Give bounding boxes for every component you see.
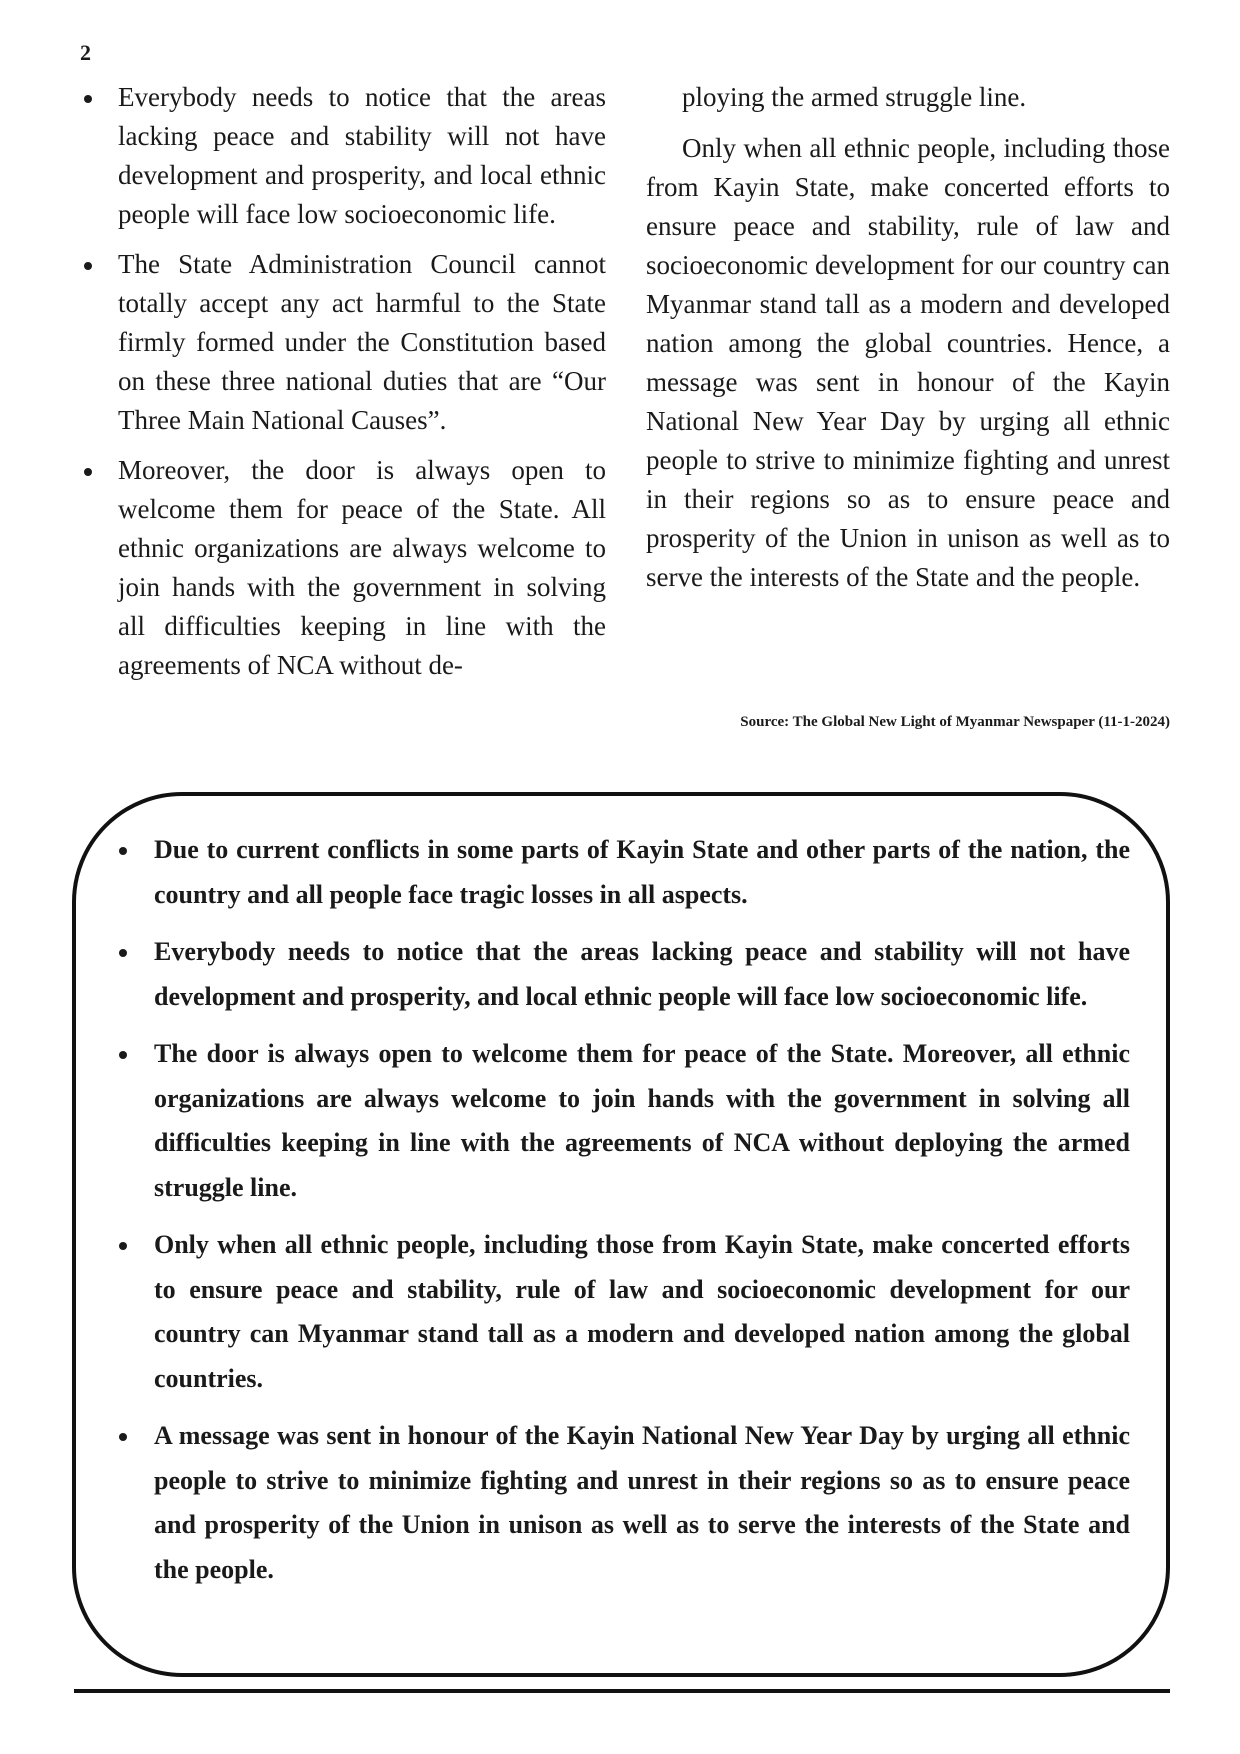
bottom-divider bbox=[74, 1689, 1170, 1693]
list-item-text: The State Administration Council cannot totally accept any act harmful to the State firmly formed under the Constitution based on these three national duties that are “Our Three Main National Causes”. bbox=[118, 249, 606, 435]
summary-item bbox=[110, 828, 1130, 917]
summary-item-text: Due to current conflicts in some parts of Kayin State and other parts of the nation, the country and all people face tragic losses in all aspects. bbox=[154, 835, 1130, 909]
left-bullet-list bbox=[78, 78, 606, 685]
summary-item-text: A message was sent in honour of the Kayin National New Year Day by urging all ethnic people to strive to minimize fighting and unrest in their regions so as to ensure peace and prosperity of the Union in unison as well as to serve the interests of the State and the people. bbox=[154, 1421, 1130, 1584]
summary-list bbox=[110, 828, 1130, 1605]
bullet-icon bbox=[84, 468, 92, 476]
list-item bbox=[78, 451, 606, 685]
summary-item-text: Everybody needs to notice that the areas lacking peace and stability will not have development and prosperity, and local ethnic people will face low socioeconomic life. bbox=[154, 937, 1130, 1011]
summary-item bbox=[110, 1032, 1130, 1210]
body-paragraph: Only when all ethnic people, including those from Kayin State, make concerted efforts to ensure peace and stability, rule of law and socioeconomic development for our country can Myanmar stand tall as a modern and developed nation among the global countries. Hence, a message was sent in honour of the Kayin National New Year Day by urging all ethnic people to strive to minimize fighting and unrest in their regions so as to ensure peace and prosperity of the Union in unison as well as to serve the interests of the State and the people. bbox=[646, 133, 1170, 592]
summary-item bbox=[110, 1414, 1130, 1592]
source-citation: Source: The Global New Light of Myanmar Newspaper (11-1-2024) bbox=[740, 714, 1170, 730]
bullet-icon bbox=[119, 847, 127, 855]
list-item-text: Moreover, the door is always open to welcome them for peace of the State. All ethnic organizations are always welcome to join hands with the government in solving all difficulties keeping in line with the agreements of NCA without de- bbox=[118, 455, 606, 680]
bullet-icon bbox=[119, 949, 127, 957]
summary-item bbox=[110, 930, 1130, 1019]
summary-item bbox=[110, 1223, 1130, 1401]
continued-text: ploying the armed struggle line. bbox=[682, 82, 1027, 112]
bullet-icon bbox=[84, 95, 92, 103]
page-number: 2 bbox=[80, 40, 91, 65]
left-column bbox=[78, 78, 606, 696]
bullet-icon bbox=[84, 262, 92, 270]
summary-item-text: The door is always open to welcome them for peace of the State. Moreover, all ethnic organizations are always welcome to join hands with the government in solving all difficulties keeping in line with the agreements of NCA without deploying the armed struggle line. bbox=[154, 1039, 1130, 1202]
bullet-icon bbox=[119, 1242, 127, 1250]
summary-item-text: Only when all ethnic people, including those from Kayin State, make concerted efforts to ensure peace and stability, rule of law and socioeconomic development for our country can Myanmar stand tall as a modern and developed nation among the global countries. bbox=[154, 1230, 1130, 1393]
list-item bbox=[78, 78, 606, 234]
bullet-icon bbox=[119, 1051, 127, 1059]
list-item bbox=[78, 245, 606, 440]
list-item-text: Everybody needs to notice that the areas lacking peace and stability will not have development and prosperity, and local ethnic people will face low socioeconomic life. bbox=[118, 82, 606, 229]
bullet-icon bbox=[119, 1433, 127, 1441]
right-column bbox=[646, 78, 1170, 609]
